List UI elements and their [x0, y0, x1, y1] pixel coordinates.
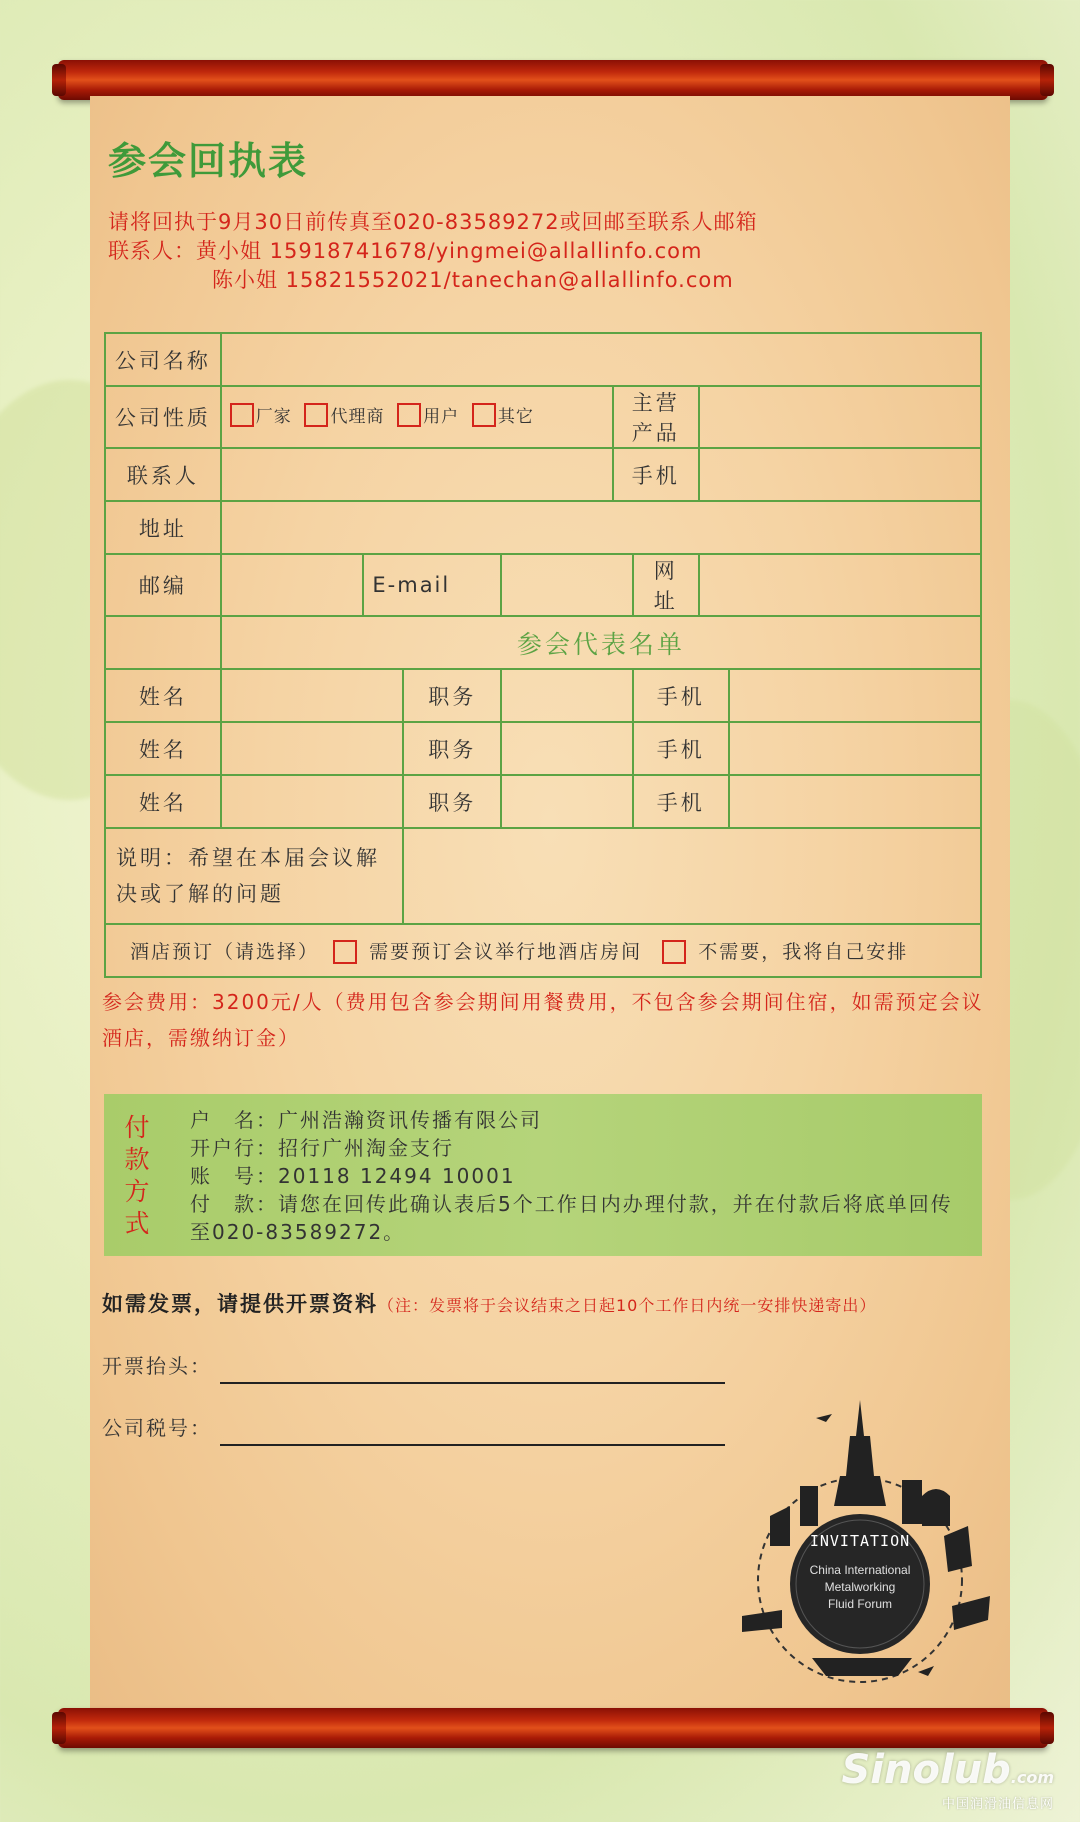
badge-line-2: Metalworking: [824, 1580, 896, 1594]
type-option-agent[interactable]: [304, 402, 384, 427]
watermark-logo-text: Sinolub: [841, 1747, 1011, 1793]
ship-icon: [742, 1610, 782, 1632]
rep-mobile-input[interactable]: [729, 775, 981, 828]
rep-position-label: 职务: [403, 669, 501, 722]
rep-mobile-label: 手机: [633, 775, 729, 828]
rep-position-label: 职务: [403, 722, 501, 775]
reps-title: 参会代表名单: [221, 616, 981, 669]
rep-mobile-label: 手机: [633, 722, 729, 775]
type-option-label: 厂家: [255, 407, 292, 428]
building-icon: [770, 1506, 790, 1546]
building-icon: [952, 1596, 990, 1630]
company-name-input[interactable]: [221, 333, 981, 386]
postcode-label: 邮编: [105, 554, 221, 616]
scroll-rod-top: [58, 60, 1048, 100]
mobile-label: 手机: [613, 448, 699, 501]
rep-position-input[interactable]: [501, 722, 633, 775]
rep-name-label: 姓名: [105, 669, 221, 722]
watermark-subtitle: 中国润滑油信息网: [941, 1797, 1054, 1812]
payment-instruction: 付 款：请您在回传此确认表后5个工作日内办理付款，并在付款后将底单回传至020-83589272。: [190, 1192, 953, 1244]
address-input[interactable]: [221, 501, 981, 554]
postcode-input[interactable]: [221, 554, 364, 616]
payment-details: [190, 1106, 970, 1246]
hotel-no-need-label: 不需要，我将自己安排: [698, 940, 909, 963]
payment-label-char: 式: [124, 1209, 150, 1238]
type-option-other[interactable]: [472, 402, 534, 427]
dome-icon: [922, 1489, 950, 1526]
type-option-label: 用户: [423, 407, 460, 428]
hotel-need-checkbox[interactable]: [333, 940, 357, 964]
contact-input[interactable]: [221, 448, 613, 501]
invitation-badge: [722, 1396, 1006, 1688]
payment-label-char: 款: [124, 1145, 150, 1174]
rep-position-label: 职务: [403, 775, 501, 828]
payment-label-char: 方: [124, 1177, 150, 1206]
hotel-row: [105, 924, 981, 977]
mobile-input[interactable]: [699, 448, 981, 501]
payment-label: [122, 1112, 152, 1240]
payment-label-char: 付: [124, 1113, 150, 1142]
rep-mobile-input[interactable]: [729, 669, 981, 722]
badge-line-1: China International: [809, 1563, 911, 1577]
account-number: 账 号：20118 12494 10001: [190, 1164, 516, 1188]
email-label: E-mail: [363, 554, 501, 616]
account-name: 户 名：广州浩瀚资讯传播有限公司: [190, 1108, 542, 1132]
rep-mobile-label: 手机: [633, 669, 729, 722]
tax-number-label: 公司税号：: [102, 1416, 212, 1440]
skyline-base-icon: [812, 1658, 912, 1676]
building-icon: [902, 1480, 922, 1524]
fee-text: 参会费用：3200元/人（费用包含参会期间用餐费用，不包含参会期间住宿，如需预定会议酒店，需缴纳订金）: [102, 990, 984, 1050]
building-icon: [944, 1526, 972, 1572]
eiffel-tower-icon: [834, 1400, 886, 1506]
rep-name-label: 姓名: [105, 775, 221, 828]
bank-name: 开户行：招行广州淘金支行: [190, 1136, 454, 1160]
checkbox[interactable]: [304, 403, 328, 427]
address-label: 地址: [105, 501, 221, 554]
badge-line-3: Fluid Forum: [827, 1597, 893, 1611]
invoice-note: （注：发票将于会议结束之日起10个工作日内统一安排快递寄出）: [378, 1296, 877, 1315]
main-product-input[interactable]: [699, 386, 981, 448]
type-option-user[interactable]: [397, 402, 459, 427]
rep-position-input[interactable]: [501, 775, 633, 828]
rep-name-input[interactable]: [221, 669, 404, 722]
scroll-rod-bottom: [58, 1708, 1048, 1748]
checkbox[interactable]: [230, 403, 254, 427]
airplane-icon: [816, 1414, 832, 1422]
email-input[interactable]: [501, 554, 633, 616]
site-watermark: [841, 1747, 1054, 1812]
rep-mobile-input[interactable]: [729, 722, 981, 775]
rep-position-input[interactable]: [501, 669, 633, 722]
checkbox[interactable]: [397, 403, 421, 427]
rep-name-input[interactable]: [221, 722, 404, 775]
rep-name-label: 姓名: [105, 722, 221, 775]
company-name-label: 公司名称: [105, 333, 221, 386]
notice-line-1: 请将回执于9月30日前传真至020-83589272或回邮至联系人邮箱: [108, 210, 758, 234]
notes-label: 说明：希望在本届会议解决或了解的问题: [105, 828, 403, 924]
notice-line-2: 联系人：黄小姐 15918741678/yingmei@allallinfo.com: [108, 239, 703, 263]
rep-name-input[interactable]: [221, 775, 404, 828]
hotel-no-need-checkbox[interactable]: [662, 940, 686, 964]
hotel-need-label: 需要预订会议举行地酒店房间: [369, 940, 643, 963]
registration-table: [104, 332, 982, 978]
hotel-label: 酒店预订（请选择）: [130, 940, 320, 963]
company-type-label: 公司性质: [105, 386, 221, 448]
type-option-label: 代理商: [330, 407, 385, 428]
invoice-heading: [102, 1288, 876, 1318]
type-option-manufacturer[interactable]: [230, 402, 292, 427]
contact-label: 联系人: [105, 448, 221, 501]
notes-input[interactable]: [403, 828, 981, 924]
website-input[interactable]: [699, 554, 981, 616]
website-label: 网址: [633, 554, 699, 616]
main-product-label: 主营产品: [613, 386, 699, 448]
reps-spacer: [105, 616, 221, 669]
contact-notice: [108, 208, 758, 295]
badge-graphic: [722, 1396, 1006, 1688]
invoice-title-label: 开票抬头：: [102, 1354, 212, 1378]
invoice-title-line[interactable]: [220, 1382, 725, 1384]
watermark-domain: .com: [1010, 1768, 1054, 1787]
watermark-logo: [841, 1747, 1054, 1793]
notice-line-3: 陈小姐 15821552021/tanechan@allallinfo.com: [212, 268, 734, 292]
payment-box: [104, 1094, 982, 1256]
invoice-heading-text: 如需发票，请提供开票资料: [102, 1292, 378, 1316]
tax-number-line[interactable]: [220, 1444, 725, 1446]
checkbox[interactable]: [472, 403, 496, 427]
building-icon: [800, 1486, 818, 1526]
form-title: 参会回执表: [108, 139, 309, 183]
badge-heading: INVITATION: [809, 1532, 911, 1550]
company-type-options: [221, 386, 613, 448]
type-option-label: 其它: [497, 407, 534, 428]
airplane-icon: [918, 1666, 934, 1676]
